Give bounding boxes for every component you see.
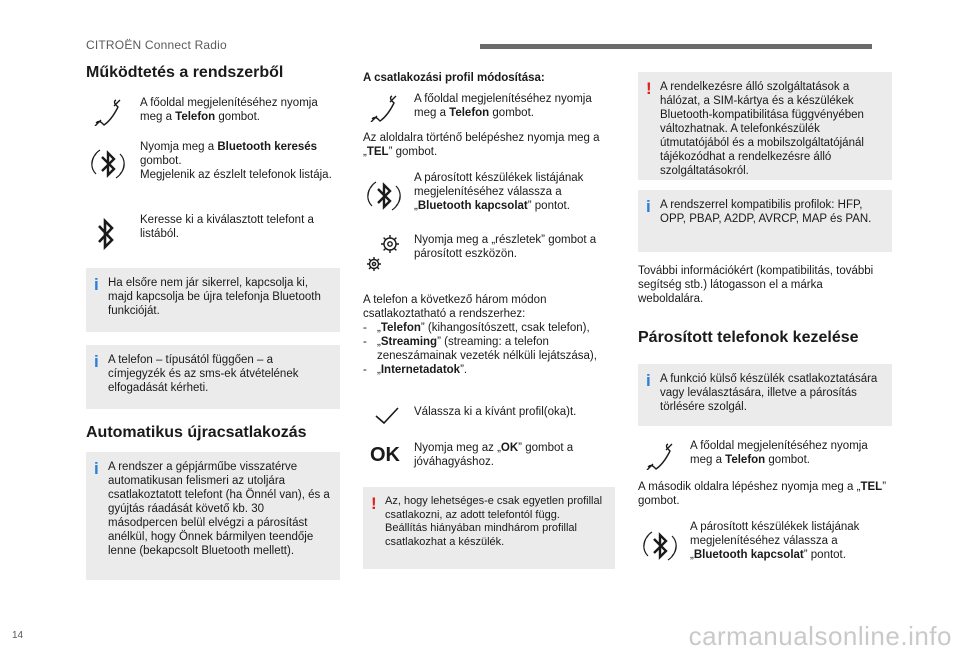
warning-note-profile: ! Az, hogy lehetséges-e csak egyetlen profillal csatlakozni, az adott telefontól függ. Beállítás hiányában mindhárom profillal csatlakozhat a készülék. (363, 487, 615, 569)
step-select-profile: Válassza ki a kívánt profil(oka)t. (414, 406, 577, 418)
list-item: - „Telefon” (kihangosítószett, csak telefon), (363, 322, 590, 334)
info-note-auto-reconnect: i A rendszer a gépjárműbe visszatérve automatikusan felismeri az utoljára csatlakoztatott telefont (ha Önnél van), és a gyújtás ráadását követő kb. 30 másodpercen belül elvégzi a párosítást anélkül, hogy Önnek bármilyen teendője lenne (bekapcsolt Bluetooth mellett). (86, 452, 340, 580)
info-icon: i (94, 275, 99, 294)
settings-gears-icon (364, 230, 406, 274)
para-second-page: A második oldalra lépéshez nyomja meg a „TEL” gombot. (638, 481, 887, 507)
info-icon: i (94, 459, 99, 478)
step-select-phone: Keresse ki a kiválasztott telefont a listából. (140, 214, 314, 240)
bluetooth-search-icon (638, 524, 682, 568)
bluetooth-search-icon (362, 174, 406, 218)
watermark: carmanualsonline.info (688, 621, 952, 651)
info-icon: i (94, 352, 99, 371)
bluetooth-search-icon (86, 142, 130, 186)
bluetooth-icon (92, 216, 120, 252)
step-open-home-phone: A főoldal megjelenítéséhez nyomja meg a Telefon gombot. (140, 97, 318, 123)
list-item: - „Internetadatok”. (363, 364, 468, 376)
phone-handset-icon (644, 442, 676, 470)
info-note-manage: i A funkció külső készülék csatlakoztatására vagy leválasztására, illetve a párosítás törlésére szolgál. (638, 364, 892, 426)
info-note-profiles: i A rendszerrel kompatibilis profilok: HFP, OPP, PBAP, A2DP, AVRCP, MAP és PAN. (638, 190, 892, 252)
warning-note-services: ! A rendelkezésre álló szolgáltatások a hálózat, a SIM-kártya és a készülékek Bluetooth-kompatibilitása függvényében változhatnak. A telefonkészülék útmutatójából és a mobilszolgáltatójánál tájékozódhat a rendelkezésre álló szolgáltatásokról. (638, 72, 892, 180)
step-bluetooth-connection-2: A párosított készülékek listájának megjelenítéséhez válassza a „Bluetooth kapcsolat” pontot. (690, 521, 860, 561)
phone-handset-icon (368, 94, 400, 122)
heading-auto-reconnect: Automatikus újracsatlakozás (86, 424, 307, 441)
step-confirm-ok: Nyomja meg az „OK” gombot a jóváhagyáshoz. (414, 442, 574, 468)
para-tel-subpage: Az aloldalra történő belépéshez nyomja meg a „TEL” gombot. (363, 132, 600, 158)
info-note-retry: i Ha elsőre nem jár sikerrel, kapcsolja ki, majd kapcsolja be újra telefonja Bluetooth funkcióját. (86, 268, 340, 332)
step-open-home-phone-2: A főoldal megjelenítéséhez nyomja meg a Telefon gombot. (414, 93, 592, 119)
warning-icon: ! (646, 79, 652, 98)
para-connection-modes: A telefon a következő három módon csatlakoztatható a rendszerhez: - „Telefon” (kihangosítószett, csak telefon), - „Streaming” (streaming: a telefon zeneszámainak vezeték nélküli lejátszása), - „Internetadatok”. (363, 293, 613, 377)
step-bluetooth-connection: A párosított készülékek listájának megjelenítéséhez válassza a „Bluetooth kapcsolat” pontot. (414, 172, 584, 212)
warning-icon: ! (371, 494, 377, 513)
info-note-acceptance: i A telefon – típusától függően – a címjegyzék és az sms-ek átvételének elfogadását kérheti. (86, 345, 340, 409)
heading-manage-paired: Párosított telefonok kezelése (638, 329, 859, 346)
heading-profile-change: A csatlakozási profil módosítása: (363, 72, 545, 84)
running-header: CITROËN Connect Radio (86, 38, 227, 52)
step-bluetooth-search: Nyomja meg a Bluetooth keresés gombot. Megjelenik az észlelt telefonok listája. (140, 141, 332, 181)
info-icon: i (646, 371, 651, 390)
list-item: - „Streaming” (streaming: a telefon zeneszámainak vezeték nélküli lejátszása), (363, 336, 597, 362)
checkmark-icon (372, 404, 402, 428)
ok-icon: OK (370, 444, 400, 466)
step-open-home-phone-3: A főoldal megjelenítéséhez nyomja meg a Telefon gombot. (690, 440, 868, 466)
heading-system-operation: Működtetés a rendszerből (86, 64, 284, 81)
step-details-button: Nyomja meg a „részletek” gombot a párosított eszközön. (414, 234, 597, 260)
info-icon: i (646, 197, 651, 216)
para-more-info: További információkért (kompatibilitás, további segítség stb.) látogasson el a márka weboldalára. (638, 265, 874, 305)
header-bar (480, 44, 872, 49)
phone-handset-icon (92, 98, 124, 126)
page-number: 14 (12, 630, 24, 641)
connection-modes-list (363, 321, 613, 377)
